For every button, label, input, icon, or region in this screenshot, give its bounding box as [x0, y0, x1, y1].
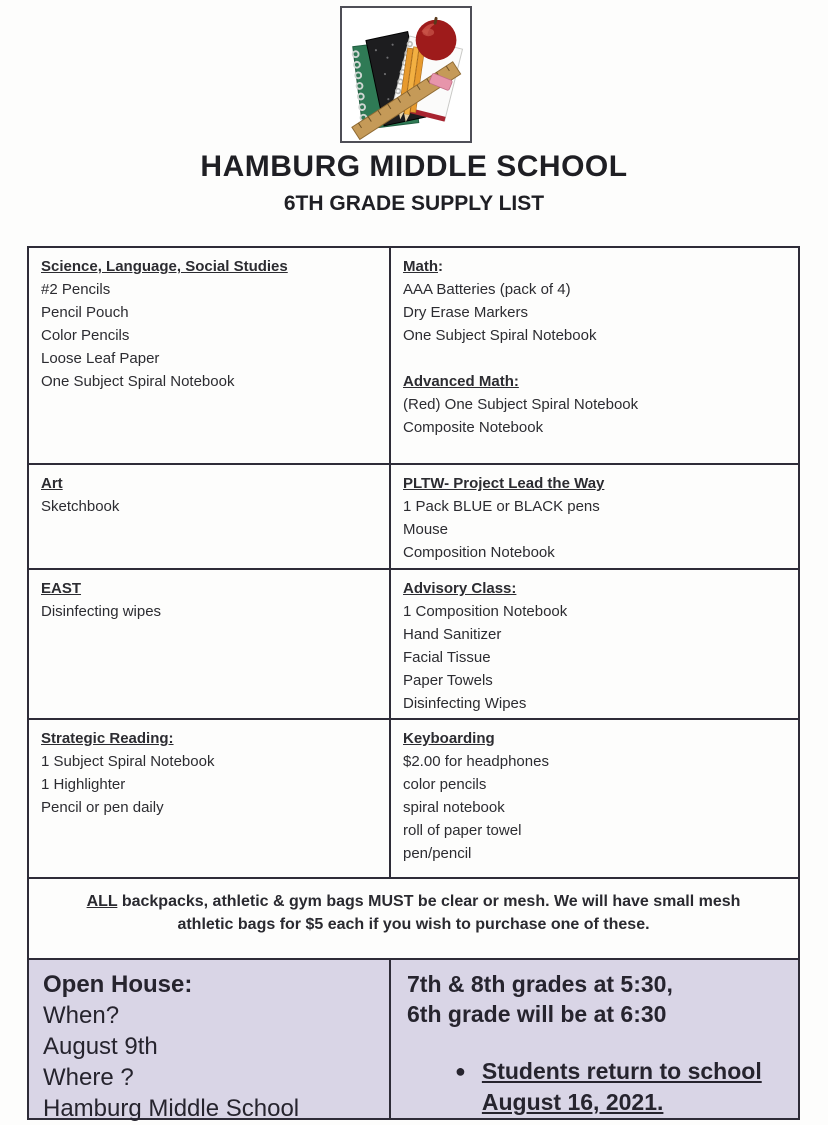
cell-advisory-class [391, 570, 798, 718]
supply-item: Color Pencils [41, 327, 130, 344]
section-heading: Strategic Reading: [41, 730, 174, 747]
notice-lead: ALL [86, 893, 118, 910]
cell-open-house-times [391, 960, 798, 1118]
open-house-time-line: 6th grade will be at 6:30 [407, 1001, 667, 1027]
supply-item: Pencil or pen daily [41, 799, 164, 816]
cell-open-house-info [29, 960, 391, 1122]
section-heading: EAST [41, 580, 82, 597]
supply-item: 1 Highlighter [41, 776, 126, 793]
return-date-text: Students return to school August 16, 2021. [481, 1058, 762, 1115]
cell-art [29, 465, 391, 568]
open-house-heading: Open House: [43, 971, 193, 998]
supply-item: Mouse [403, 521, 449, 538]
open-house-line: August 9th [43, 1033, 158, 1060]
supply-item: Composition Notebook [403, 544, 555, 561]
cell-pltw [391, 465, 798, 568]
supply-item: Facial Tissue [403, 649, 491, 666]
supply-item: Composite Notebook [403, 419, 544, 436]
section-heading: Art [41, 475, 63, 492]
supply-item: 1 Composition Notebook [403, 603, 568, 620]
notice-text: backpacks, athletic & gym bags MUST be clear or mesh. We will have small mesh athletic bags for $5 each if you wish to purchase one of these. [117, 893, 741, 933]
supply-item: roll of paper towel [403, 822, 522, 839]
supply-item: Disinfecting Wipes [403, 695, 527, 712]
section-heading: PLTW- Project Lead the Way [403, 475, 605, 492]
cell-science-language-social [29, 248, 391, 463]
table-row-open-house [29, 958, 798, 1122]
section-heading: Keyboarding [403, 730, 495, 747]
supply-item: One Subject Spiral Notebook [41, 373, 235, 390]
table-row-reading-keyboarding [29, 718, 798, 877]
supply-item: color pencils [403, 776, 487, 793]
supply-item: Paper Towels [403, 672, 493, 689]
open-house-line: Where ? [43, 1064, 134, 1091]
cell-strategic-reading [29, 720, 391, 877]
section-heading: Math: [403, 258, 443, 275]
supply-item: 1 Pack BLUE or BLACK pens [403, 498, 600, 515]
section-heading: Advisory Class: [403, 580, 517, 597]
supply-item: Pencil Pouch [41, 304, 129, 321]
bullet-icon: ● [455, 1061, 466, 1081]
table-row-art-pltw [29, 463, 798, 568]
supply-item: Disinfecting wipes [41, 603, 162, 620]
table-row-east-advisory [29, 568, 798, 718]
cell-keyboarding [391, 720, 798, 877]
supply-item: Sketchbook [41, 498, 120, 515]
section-heading: Advanced Math: [403, 373, 519, 390]
supply-table [27, 246, 800, 1120]
supply-item: spiral notebook [403, 799, 505, 816]
page-title: HAMBURG MIDDLE SCHOOL [200, 150, 628, 183]
cell-east [29, 570, 391, 718]
supply-item: $2.00 for headphones [403, 753, 549, 770]
table-row-science-math [29, 248, 798, 463]
return-date-bullet-item [407, 1056, 782, 1118]
supply-item: One Subject Spiral Notebook [403, 327, 597, 344]
supply-item: Dry Erase Markers [403, 304, 529, 321]
cell-math [391, 248, 798, 463]
page-subtitle: 6TH GRADE SUPPLY LIST [283, 192, 545, 215]
open-house-time-line: 7th & 8th grades at 5:30, [407, 971, 673, 997]
open-house-line: When? [43, 1002, 120, 1029]
school-supplies-clipart [342, 8, 470, 141]
supply-item: Hand Sanitizer [403, 626, 502, 643]
supply-item: 1 Subject Spiral Notebook [41, 753, 215, 770]
supply-item: pen/pencil [403, 845, 472, 862]
supply-item: Loose Leaf Paper [41, 350, 160, 367]
school-supplies-image [340, 6, 472, 143]
supply-item: AAA Batteries (pack of 4) [403, 281, 571, 298]
section-heading: Science, Language, Social Studies [41, 258, 288, 275]
open-house-line: Hamburg Middle School [43, 1095, 300, 1122]
heading-suffix: : [438, 258, 443, 275]
supply-item: #2 Pencils [41, 281, 111, 298]
backpack-notice [29, 879, 798, 958]
table-row-backpack-notice [29, 877, 798, 958]
supply-item: (Red) One Subject Spiral Notebook [403, 396, 639, 413]
